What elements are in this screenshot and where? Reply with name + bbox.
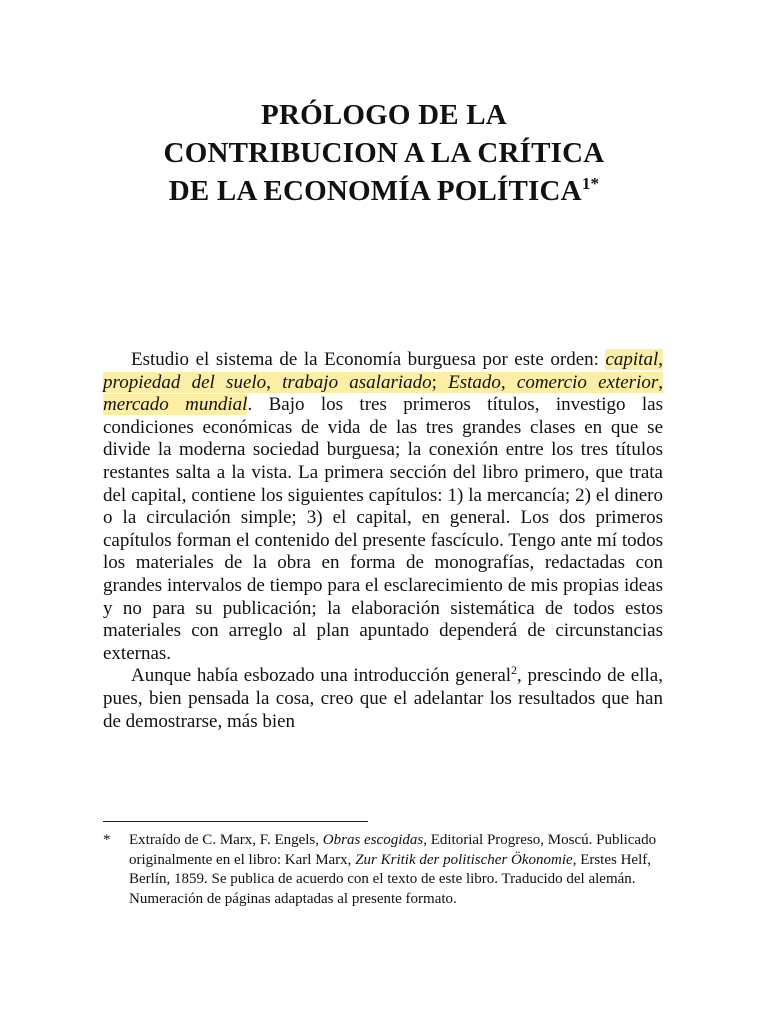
footnote-text-3: , Erstes Helf, Berlín, 1859. Se publica de acuerdo con el texto de este libro. Traducido del alemán. Numeración de páginas adaptadas al presente formato.	[129, 851, 651, 907]
title-line-1: PRÓLOGO DE LA	[261, 99, 507, 131]
highlight-term-estado: Estado, comercio exterior	[448, 371, 659, 393]
highlight-separator: ,	[658, 349, 663, 370]
footnote-book-title-2: Zur Kritik der politischer Ökonomie	[355, 851, 573, 868]
highlight-term-trabajo: trabajo asalariado	[282, 371, 432, 393]
body-text	[103, 349, 663, 733]
highlight-term-capital: capital	[605, 349, 659, 370]
footnote	[103, 831, 663, 909]
footnote-text-1: Extraído de C. Marx, F. Engels,	[129, 832, 323, 848]
paragraph-2-rest: , prescindo de ella, pues, bien pensada la cosa, creo que el adelantar los resultados que han de demostrarse, más bien	[103, 665, 663, 732]
title-line-2: CONTRIBUCION A LA CRÍTICA	[163, 137, 605, 169]
page-title	[0, 96, 768, 210]
paragraph-2-start: Aunque había esbozado una introducción general	[131, 665, 512, 687]
title-line-3	[0, 172, 768, 210]
paragraph-1-rest: . Bajo los tres primeros títulos, investigo las condiciones económicas de vida de las tres grandes clases en que se divide la moderna sociedad burguesa; la conexión entre los tres títulos restantes salta a la vista. La primera sección del libro primero, que trata del capital, contiene los siguientes capítulos: 1) la mercancía; 2) el dinero o la circulación simple; 3) el capital, en general. Los dos primeros capítulos forman el contenido del presente fascículo. Tengo ante mí todos los materiales de la obra en forma de monografías, redactadas con grandes intervalos de tiempo para el esclarecimiento de mis propias ideas y no para su publicación; la elaboración sistemática de todos estos materiales con arreglo al plan apuntado dependerá de circunstancias externas.	[103, 394, 663, 664]
highlight-separator: ,	[266, 371, 283, 393]
footnote-book-title-1: Obras escogidas	[322, 832, 424, 848]
title-line-3-text: DE LA ECONOMÍA POLÍTICA	[168, 175, 582, 207]
footnote-text-2: , Editorial Progreso, Moscú. Publicado originalmente en el libro: Karl Marx,	[129, 832, 657, 868]
paragraph-1-intro: Estudio el sistema de la Economía burguesa por este orden:	[131, 349, 606, 370]
footnote-mark: *	[103, 832, 111, 848]
footnote-text	[129, 831, 663, 909]
paragraph-2	[103, 665, 663, 733]
footnote-ref-2: 2	[511, 663, 518, 678]
highlight-separator: ,	[658, 371, 663, 393]
title-footnote-marker: 1*	[581, 174, 600, 193]
highlight-term-mercado: mercado mundial	[103, 394, 248, 416]
paragraph-1	[103, 349, 663, 665]
highlight-separator: ;	[431, 371, 449, 393]
highlight-term-propiedad: propiedad del suelo	[103, 371, 267, 393]
footnote-divider	[103, 821, 368, 822]
